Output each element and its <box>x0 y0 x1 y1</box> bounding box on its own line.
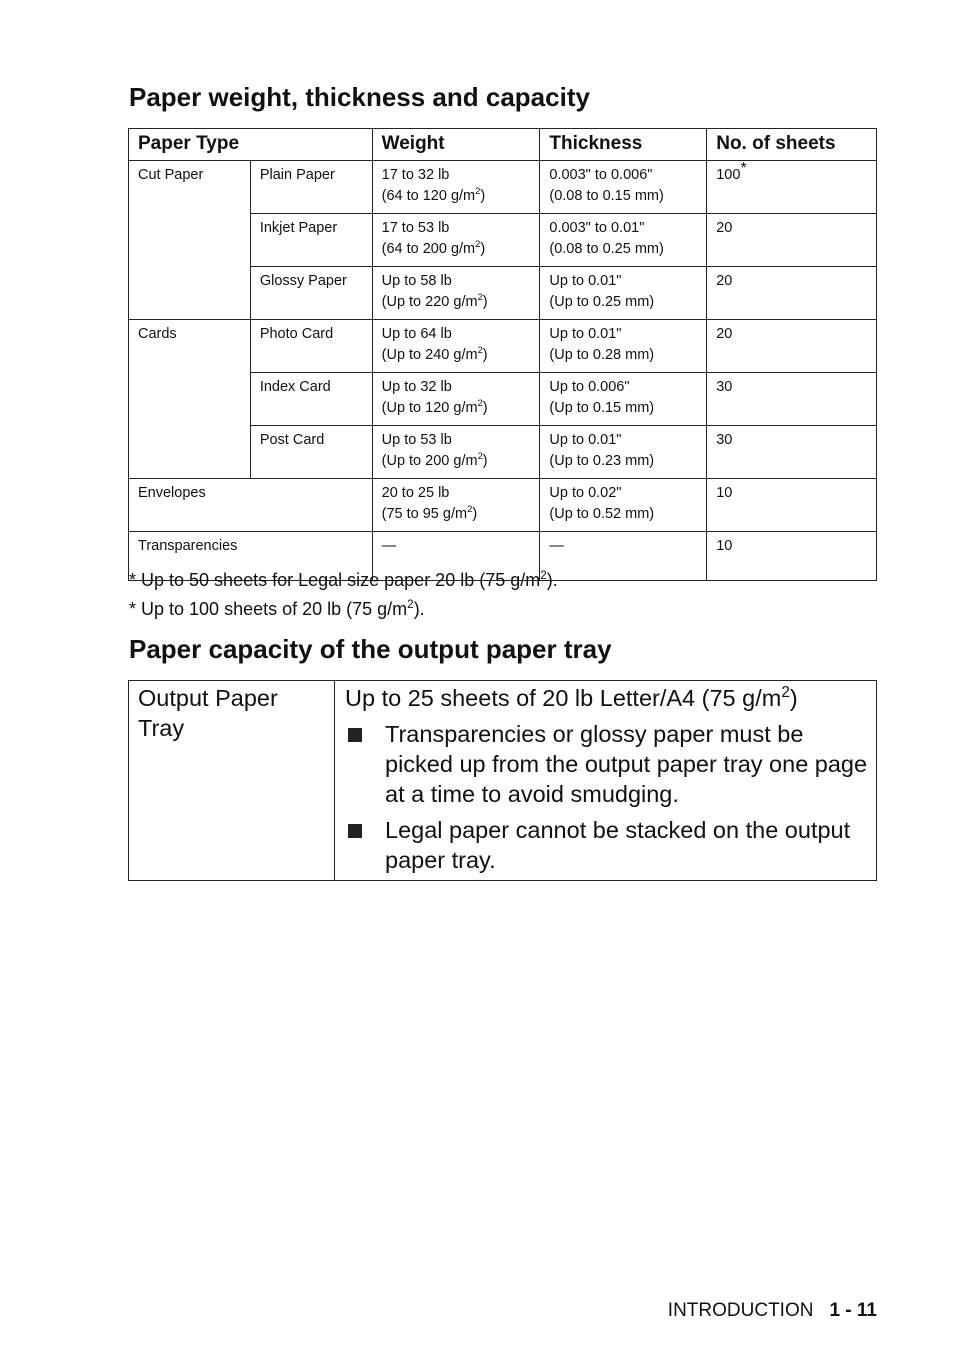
output-tray-label: Output Paper Tray <box>129 681 335 881</box>
bullet-text: Legal paper cannot be stacked on the output paper tray. <box>385 817 851 873</box>
output-tray-details <box>335 681 877 881</box>
header-weight: Weight <box>372 129 540 161</box>
output-tray-table <box>128 680 877 881</box>
table-row <box>129 320 877 373</box>
weight-cell: Up to 53 lb (Up to 200 $g/m^2$) <box>372 426 540 479</box>
section-title-output-tray: Paper capacity of the output paper tray <box>129 634 612 664</box>
square-bullet-icon <box>348 728 362 742</box>
sheets-cell: 20 <box>707 267 877 320</box>
group-cell: Envelopes <box>129 479 373 532</box>
thickness-cell: 0.003" to 0.01" (0.08 to 0.25 mm) <box>540 214 707 267</box>
list-item <box>345 719 868 809</box>
type-cell: Inkjet Paper <box>250 214 372 267</box>
type-cell: Plain Paper <box>250 161 372 214</box>
group-cell: Transparencies <box>129 532 373 581</box>
sheets-cell: 20 <box>707 320 877 373</box>
thickness-cell: Up to 0.01" (Up to 0.23 mm) <box>540 426 707 479</box>
page-number: 1 - 11 <box>829 1300 877 1321</box>
capacity-text: Up to 25 sheets of 20 lb Letter/A4 (75 $g/m^2$) <box>345 684 798 711</box>
footnote: * Up to 50 sheets for Legal size paper 20 lb (75 $g/m^2$). <box>129 569 558 590</box>
weight-cell: Up to 32 lb (Up to 120 $g/m^2$) <box>372 373 540 426</box>
sheets-cell: 10 <box>707 532 877 581</box>
type-cell: Index Card <box>250 373 372 426</box>
footnote: * Up to 100 sheets of 20 lb (75 $g/m^2$). <box>129 598 425 619</box>
paper-spec-table <box>128 128 877 581</box>
thickness-cell: 0.003" to 0.006" (0.08 to 0.15 mm) <box>540 161 707 214</box>
type-cell: Post Card <box>250 426 372 479</box>
header-paper-type: Paper Type <box>129 129 373 161</box>
sheets-cell: 30 <box>707 373 877 426</box>
table-row <box>129 479 877 532</box>
type-cell: Photo Card <box>250 320 372 373</box>
thickness-cell: — <box>540 532 707 581</box>
weight-cell: Up to 58 lb (Up to 220 $g/m^2$) <box>372 267 540 320</box>
footer-section: INTRODUCTION <box>667 1300 814 1321</box>
sheets-cell: 10 <box>707 479 877 532</box>
type-cell: Glossy Paper <box>250 267 372 320</box>
page-footer <box>668 1300 877 1322</box>
thickness-cell: Up to 0.006" (Up to 0.15 mm) <box>540 373 707 426</box>
sheets-cell: 20 <box>707 214 877 267</box>
thickness-cell: Up to 0.01" (Up to 0.25 mm) <box>540 267 707 320</box>
header-thickness: Thickness <box>540 129 707 161</box>
weight-cell: 20 to 25 lb (75 to 95 $g/m^2$) <box>372 479 540 532</box>
section-title-paper-weight: Paper weight, thickness and capacity <box>129 82 590 112</box>
table-row <box>129 161 877 214</box>
group-cell: Cards <box>129 320 251 479</box>
table-row <box>129 681 877 881</box>
group-cell: Cut Paper <box>129 161 251 320</box>
header-sheets: No. of sheets <box>707 129 877 161</box>
weight-cell: 17 to 53 lb (64 to 200 $g/m^2$) <box>372 214 540 267</box>
thickness-cell: Up to 0.02" (Up to 0.52 mm) <box>540 479 707 532</box>
sheets-cell: 100* <box>707 161 877 214</box>
sheets-cell: 30 <box>707 426 877 479</box>
bullet-text: Transparencies or glossy paper must be picked up from the output paper tray one page at a time to avoid smudging. <box>385 721 868 807</box>
thickness-cell: Up to 0.01" (Up to 0.28 mm) <box>540 320 707 373</box>
table-header-row <box>129 129 877 161</box>
weight-cell: 17 to 32 lb (64 to 120 $g/m^2$) <box>372 161 540 214</box>
square-bullet-icon <box>348 824 362 838</box>
weight-cell: Up to 64 lb (Up to 240 $g/m^2$) <box>372 320 540 373</box>
list-item <box>345 815 868 875</box>
weight-cell: — <box>372 532 540 581</box>
